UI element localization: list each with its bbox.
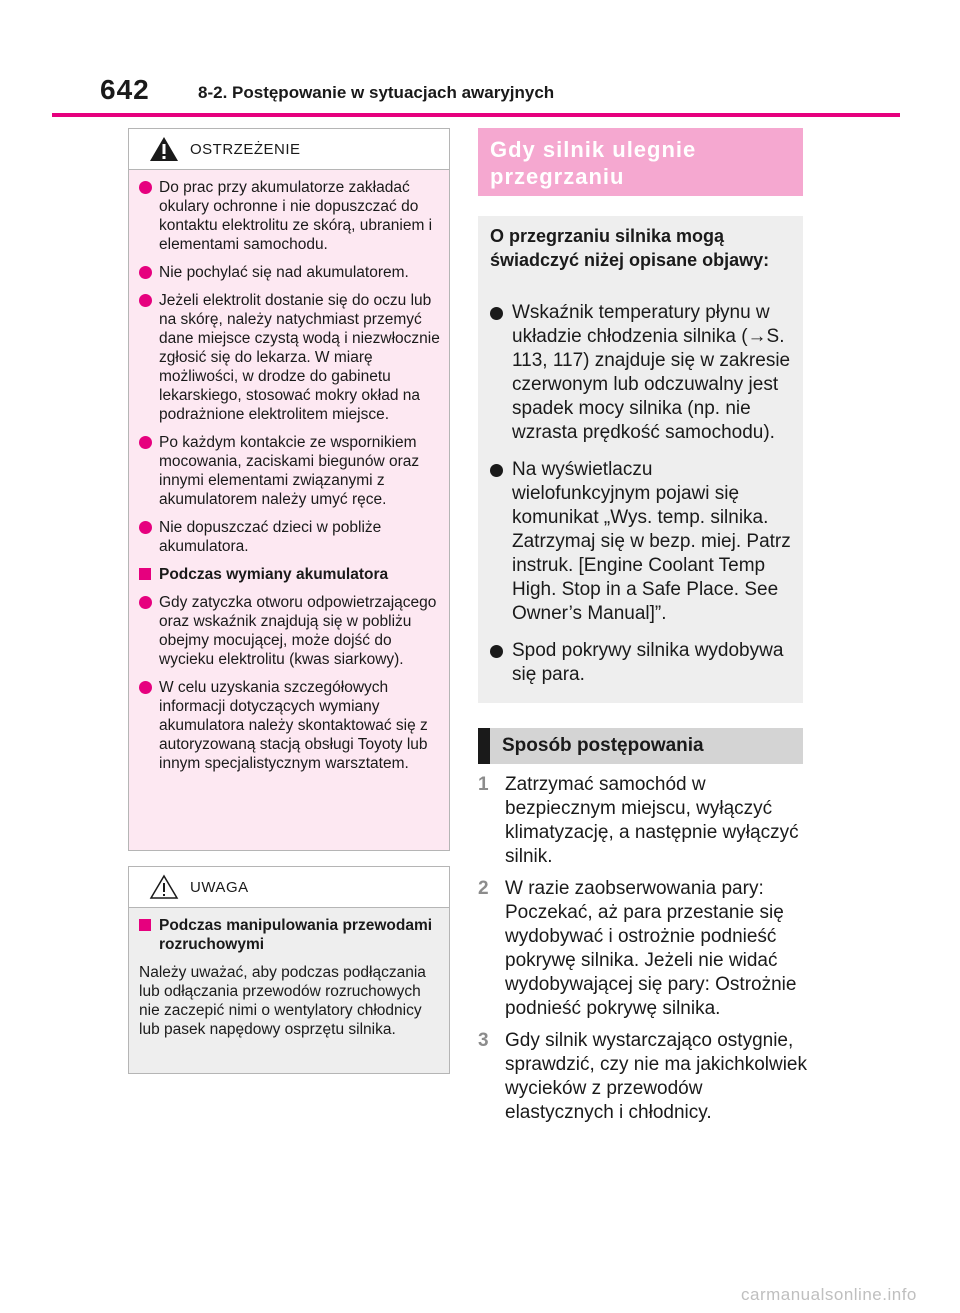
caution-box	[128, 866, 450, 1074]
page-number: 642	[100, 74, 150, 105]
warning-item: Nie dopuszczać dzieci w pobliże akumulatora.	[139, 518, 441, 556]
symptom-item: Wskaźnik temperatury płynu w układzie chłodzenia silnika (→S. 113, 117) znajduje się w zakresie czerwonym lub odczuwalny jest spadek mocy silnika (np. nie wzrasta prędkość samochodu).	[490, 301, 795, 445]
symptom-item: Na wyświetlaczu wielofunkcyjnym pojawi się komunikat „Wys. temp. silnika. Zatrzymaj się w bezp. miej. Patrz instruk. [Engine Coolant Temp High. Stop in a Safe Place. See Owner’s Manual]”.	[490, 458, 795, 626]
caution-title: UWAGA	[190, 879, 249, 896]
caution-subheading: Podczas manipulowania przewodami rozruchowymi	[139, 916, 441, 954]
warning-item: Po każdym kontakcie ze wspornikiem mocowania, zaciskami biegunów oraz innymi elementami związanymi z akumulatorem należy umyć ręce.	[139, 433, 441, 509]
watermark: carmanualsonline.info	[741, 1285, 917, 1304]
warning-item: Nie pochylać się nad akumulatorem.	[139, 263, 441, 282]
procedure-title: Sposób postępowania	[502, 735, 704, 756]
header-divider	[52, 113, 900, 117]
bullet-icon	[490, 645, 503, 658]
warning-box	[128, 128, 450, 851]
symptoms-box	[478, 216, 803, 703]
procedure-banner	[478, 728, 803, 764]
procedure-step: 2 W razie zaobserwowania pary: Poczekać, aż para przestanie się wydobywać i ostrożnie podnieść pokrywę silnika. Jeżeli nie widać wydobywającej się pary: Ostrożnie podnieść pokrywę silnika.	[478, 878, 797, 1019]
warning-triangle-icon	[149, 136, 179, 162]
caution-text: Należy uważać, aby podczas podłączania lub odłączania przewodów rozruchowych nie zaczepić nimi o wentylatory chłodnicy lub pasek napędowy osprzętu silnika.	[139, 964, 426, 1038]
section-title: 8-2. Postępowanie w sytuacjach awaryjnych	[198, 83, 555, 102]
bullet-icon	[490, 464, 503, 477]
warning-item: Jeżeli elektrolit dostanie się do oczu lub na skórę, należy natychmiast przemyć dane miejsce czystą wodą i niezwłocznie zgłosić się do lekarza. W miarę możliwości, w drodze do gabinetu lekarskiego, stosować mokry okład na podrażnione elektrolitem miejsce.	[139, 291, 441, 424]
warning-title: OSTRZEŻENIE	[190, 141, 301, 158]
caution-triangle-icon	[149, 874, 179, 900]
warning-subheading: Podczas wymiany akumulatora	[139, 565, 441, 584]
procedure-steps	[478, 773, 808, 1133]
warning-header	[129, 129, 449, 170]
page-header	[100, 74, 900, 114]
procedure-step: 3 Gdy silnik wystarczająco ostygnie, sprawdzić, czy nie ma jakichkolwiek wycieków z przewodów elastycznych i chłodnicy.	[478, 1030, 807, 1123]
overheat-banner	[478, 128, 803, 196]
caution-header	[129, 867, 449, 908]
symptom-item: Spod pokrywy silnika wydobywa się para.	[490, 639, 795, 687]
procedure-step: 1 Zatrzymać samochód w bezpiecznym miejscu, wyłączyć klimatyzację, a następnie wyłączyć silnik.	[478, 774, 799, 867]
overheat-banner-title: Gdy silnik ulegnie przegrzaniu	[490, 137, 697, 189]
warning-item: Gdy zatyczka otworu odpowietrzającego oraz wskaźnik znajdują się w pobliżu obejmy mocującej, może dojść do wycieku elektrolitu (kwas siarkowy).	[139, 593, 441, 669]
symptoms-intro: O przegrzaniu silnika mogą świadczyć niżej opisane objawy:	[490, 226, 770, 270]
warning-item: Do prac przy akumulatorze zakładać okulary ochronne i nie dopuszczać do kontaktu elektrolitu ze skórą, ubraniem i elementami samochodu.	[139, 178, 441, 254]
symptoms-list	[490, 301, 795, 700]
warning-item: W celu uzyskania szczegółowych informacji dotyczących wymiany akumulatora należy skontaktować się z autoryzowaną stacją obsługi Toyoty lub innym specjalistycznym warsztatem.	[139, 678, 441, 773]
bullet-icon	[490, 307, 503, 320]
